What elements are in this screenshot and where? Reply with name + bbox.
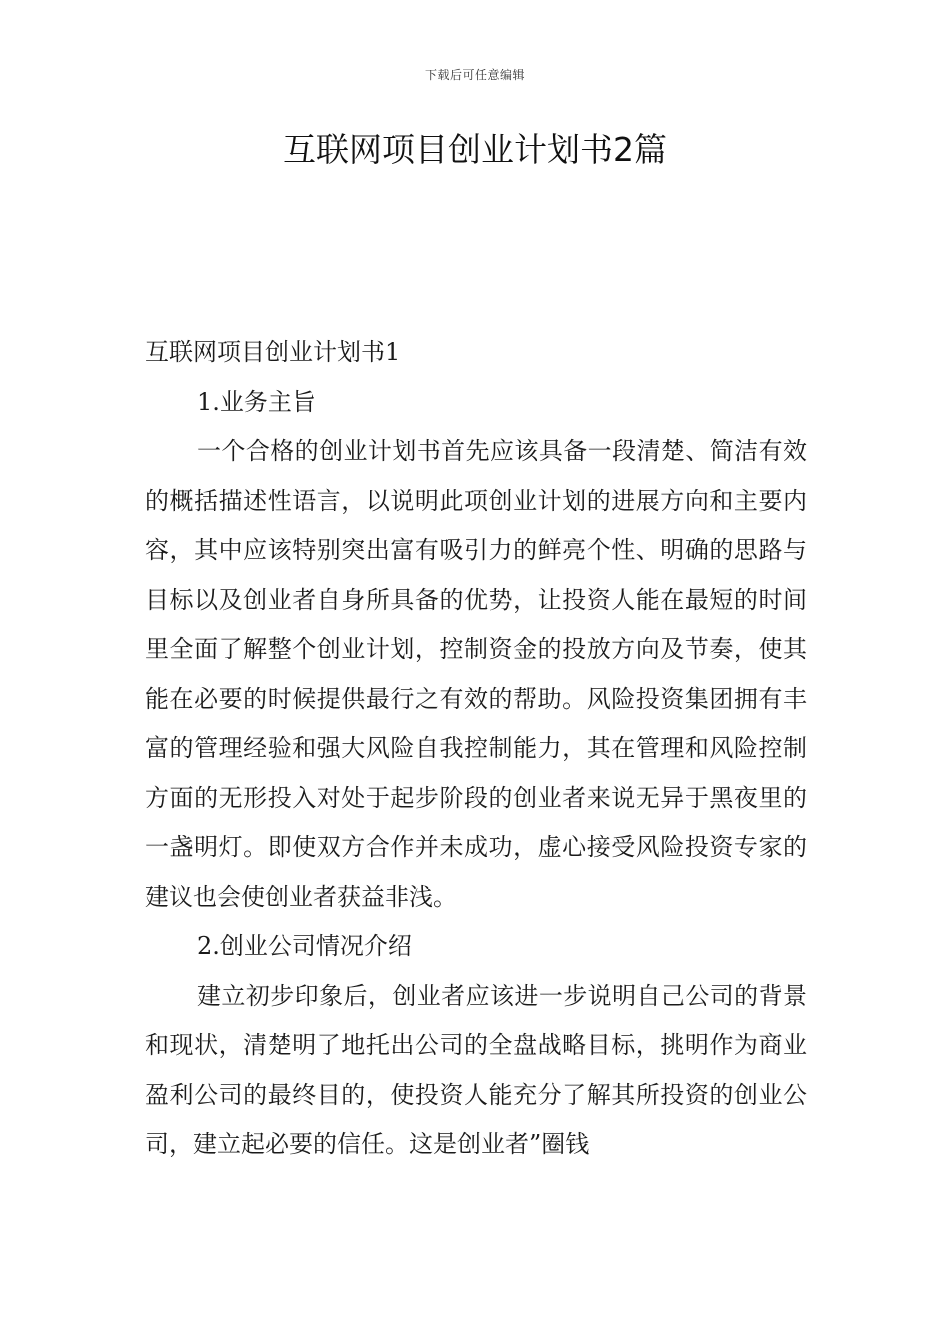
paragraph-business-purpose: 一个合格的创业计划书首先应该具备一段清楚、简洁有效的概括描述性语言，以说明此项创业计划的进展方向和主要内容，其中应该特别突出富有吸引力的鲜亮个性、明确的思路与目标以及创业者自身所具备的优势，让投资人能在最短的时间里全面了解整个创业计划，控制资金的投放方向及节奏，使其能在必要的时候提供最行之有效的帮助。风险投资集团拥有丰富的管理经验和强大风险自我控制能力，其在管理和风险控制方面的无形投入对处于起步阶段的创业者来说无异于黑夜里的一盏明灯。即使双方合作并未成功，虚心接受风险投资专家的建议也会使创业者获益非浅。 <box>145 437 807 911</box>
heading-business-purpose: 1.业务主旨 <box>197 387 316 416</box>
heading-company-intro: 2.创业公司情况介绍 <box>197 932 412 960</box>
document-body <box>145 328 807 1170</box>
paragraph-company-intro: 建立初步印象后，创业者应该进一步说明自己公司的背景和现状，清楚明了地托出公司的全盘战略目标，挑明作为商业盈利公司的最终目的，使投资人能充分了解其所投资的创业公司，建立起必要的信任。这是创业者”圈钱 <box>145 981 807 1158</box>
section-title: 互联网项目创业计划书1 <box>145 338 401 366</box>
header-note: 下载后可任意编辑 <box>424 68 525 82</box>
document-title: 互联网项目创业计划书2篇 <box>283 130 667 169</box>
